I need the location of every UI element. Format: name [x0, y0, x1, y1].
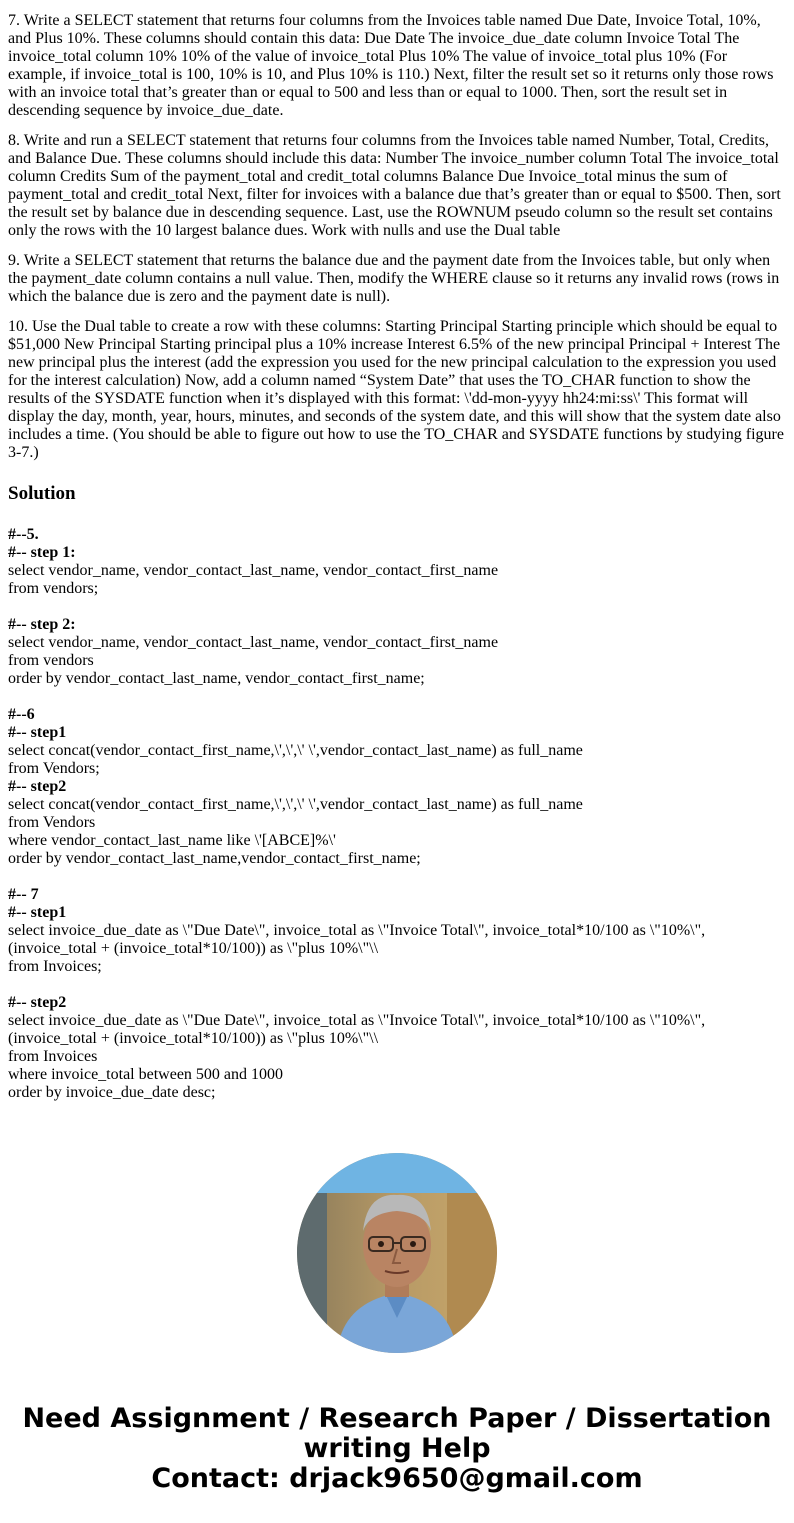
code-line: order by vendor_contact_last_name, vendor_contact_first_name;	[8, 670, 425, 687]
code-line: from vendors;	[8, 580, 99, 597]
question-7: 7. Write a SELECT statement that returns four columns from the Invoices table named Due Date, Invoice Total, 10%, and Plus 10%. These columns should contain this data: Due Date The invoice_due_date column Invoice Total The invoice_total column 10% 10% of the value of invoice_total Plus 10% The value of invoice_total plus 10% (For example, if invoice_total is 100, 10% is 10, and Plus 10% is 110.) Next, filter the result set so it returns only those rows with an invoice total that’s greater than or equal to 500 and less than or equal to 1000. Then, sort the result set in descending sequence by invoice_due_date.	[8, 12, 774, 119]
code-comment-line: #-- step2	[8, 994, 67, 1011]
code-comment-line: #-- step2	[8, 778, 67, 795]
code-line	[8, 976, 786, 994]
code-line: select invoice_due_date as \"Due Date\", invoice_total as \"Invoice Total\", invoice_total*10/100 as \"10%\",	[8, 1012, 706, 1029]
code-line	[8, 598, 786, 616]
code-comment-line: #--5.	[8, 526, 39, 543]
code-line: (invoice_total + (invoice_total*10/100)) as \"plus 10%\"\\	[8, 1030, 379, 1047]
code-comment-line: #-- step1	[8, 904, 67, 921]
promo-banner	[0, 1404, 794, 1494]
code-line	[8, 868, 786, 886]
banner-contact: Contact: drjack9650@gmail.com	[151, 1463, 643, 1494]
code-line: where vendor_contact_last_name like \'[ABCE]%\'	[8, 832, 336, 849]
question-9: 9. Write a SELECT statement that returns the balance due and the payment date from the Invoices table, but only when the payment_date column contains a null value. Then, modify the WHERE clause so it returns any invalid rows (rows in which the balance due is zero and the payment date is null).	[8, 252, 780, 305]
code-line	[8, 688, 786, 706]
code-line: (invoice_total + (invoice_total*10/100)) as \"plus 10%\"\\	[8, 940, 379, 957]
solution-heading: Solution	[8, 483, 76, 504]
code-line: from Vendors;	[8, 760, 100, 777]
code-line: from vendors	[8, 652, 94, 669]
code-line: order by invoice_due_date desc;	[8, 1084, 216, 1101]
document-content	[8, 0, 786, 1102]
code-line: from Vendors	[8, 814, 96, 831]
code-line: from Invoices	[8, 1048, 98, 1065]
code-line: where invoice_total between 500 and 1000	[8, 1066, 284, 1083]
code-line: order by vendor_contact_last_name,vendor_contact_first_name;	[8, 850, 421, 867]
code-line: select vendor_name, vendor_contact_last_name, vendor_contact_first_name	[8, 562, 499, 579]
code-line: select concat(vendor_contact_first_name,\',\',\' \',vendor_contact_last_name) as full_name	[8, 796, 583, 813]
code-comment-line: #-- step 1:	[8, 544, 76, 561]
solution-code-block	[8, 526, 786, 1102]
code-comment-line: #--6	[8, 706, 35, 723]
code-line: from Invoices;	[8, 958, 102, 975]
code-line: select vendor_name, vendor_contact_last_name, vendor_contact_first_name	[8, 634, 499, 651]
question-10: 10. Use the Dual table to create a row with these columns: Starting Principal Starting principle which should be equal to $51,000 New Principal Starting principal plus a 10% increase Interest 6.5% of the new principal Principal + Interest The new principal plus the interest (add the expression you used for the new principal calculation to the expression you used for the interest calculation) Now, add a column named “System Date” that uses the TO_CHAR function to show the results of the SYSDATE function when it’s displayed with this format: \'dd-mon-yyyy hh24:mi:ss\' This format will display the day, month, year, hours, minutes, and seconds of the system date, and this will show that the system date also includes a time. (You should be able to figure out how to use the TO_CHAR and SYSDATE functions by studying figure 3-7.)	[8, 318, 784, 461]
code-comment-line: #-- step1	[8, 724, 67, 741]
banner-line-2: writing Help	[303, 1433, 491, 1464]
code-line: select concat(vendor_contact_first_name,\',\',\' \',vendor_contact_last_name) as full_name	[8, 742, 583, 759]
author-avatar	[297, 1153, 497, 1353]
question-8: 8. Write and run a SELECT statement that returns four columns from the Invoices table named Number, Total, Credits, and Balance Due. These columns should include this data: Number The invoice_number column Total The invoice_total column Credits Sum of the payment_total and credit_total columns Balance Due Invoice_total minus the sum of payment_total and credit_total Next, filter for invoices with a balance due that’s greater than or equal to $500. Then, sort the result set by balance due in descending sequence. Last, use the ROWNUM pseudo column so the result set contains only the rows with the 10 largest balance dues. Work with nulls and use the Dual table	[8, 132, 781, 239]
author-photo-icon	[297, 1153, 497, 1353]
code-line: select invoice_due_date as \"Due Date\", invoice_total as \"Invoice Total\", invoice_total*10/100 as \"10%\",	[8, 922, 706, 939]
code-comment-line: #-- step 2:	[8, 616, 76, 633]
code-comment-line: #-- 7	[8, 886, 39, 903]
banner-line-1: Need Assignment / Research Paper / Dissertation	[22, 1403, 772, 1434]
